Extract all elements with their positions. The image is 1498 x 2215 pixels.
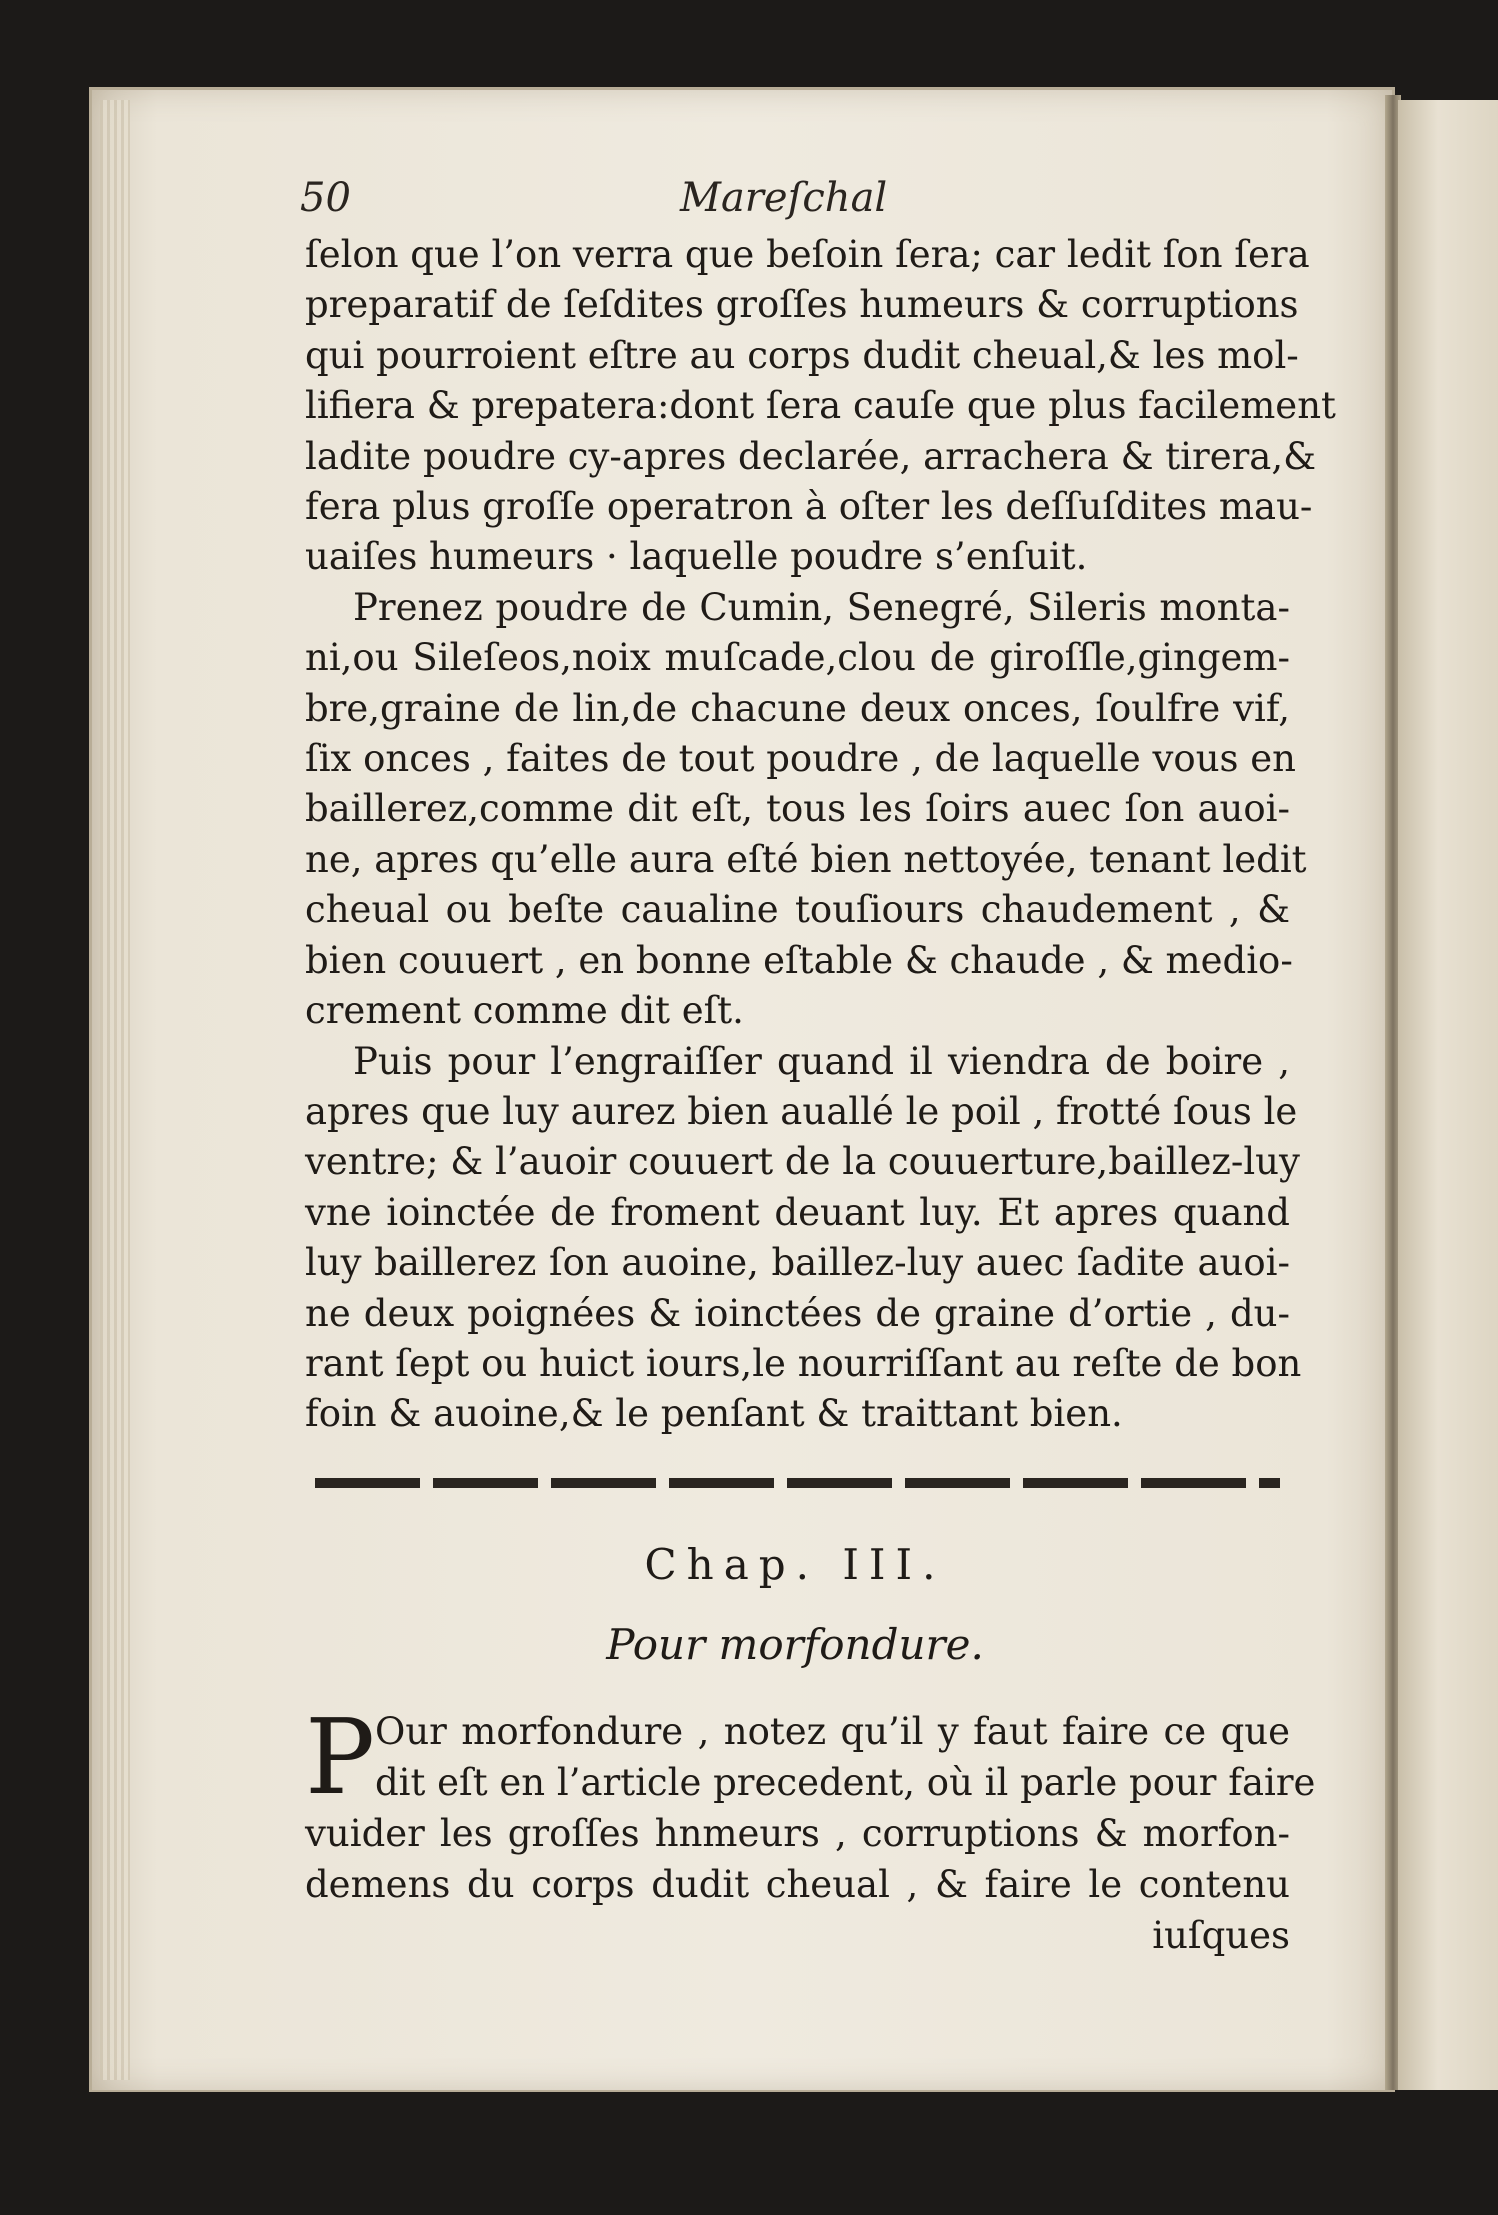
- text-line: dit eſt en l’article precedent, où il parle pour faire: [375, 1761, 1316, 1804]
- text-line: luy baillerez ſon auoine, baillez-luy auec ſadite auoi-: [305, 1241, 1290, 1285]
- running-head: Mareſchal: [680, 175, 888, 221]
- text-line: ni,ou Sileſeos,noix muſcade,clou de giroſſle,gingem-: [305, 636, 1290, 680]
- text-line: fera plus groſſe operatron à oſter les deſſuſdites mau-: [305, 485, 1313, 529]
- text-line: bien couuert , en bonne eſtable & chaude , & medio-: [305, 938, 1293, 982]
- text-line: uaiſes humeurs · laquelle poudre s’enſuit.: [305, 535, 1088, 579]
- text-line: vne ioinctée de froment deuant luy. Et apres quand: [305, 1190, 1290, 1234]
- text-line: demens du corps dudit cheual , & faire le contenu: [305, 1863, 1290, 1906]
- bottom-dark-margin: [0, 2092, 1498, 2215]
- text-line: vuider les groſſes hnmeurs , corruptions & morfon-: [305, 1812, 1290, 1855]
- text-line: ne deux poignées & ioinctées de graine d’ortie , du-: [305, 1291, 1290, 1335]
- text-line: apres que luy aurez bien auallé le poil , frotté ſous le: [305, 1089, 1298, 1133]
- text-line: Puis pour l’engraiſſer quand il viendra de boire ,: [353, 1039, 1290, 1083]
- text-line: rant ſept ou huict iours,le nourriſſant au reſte de bon: [305, 1341, 1302, 1385]
- page-header: [300, 175, 1290, 235]
- text-line: cheual ou beſte caualine touſiours chaudement , &: [305, 888, 1290, 932]
- body-text: [305, 230, 1336, 1440]
- left-dark-margin: [0, 0, 92, 2215]
- text-line: ne, apres qu’elle aura eſté bien nettoyée, tenant ledit: [305, 837, 1307, 881]
- text-line: crement comme dit eſt.: [305, 989, 744, 1033]
- text-line: Prenez poudre de Cumin, Senegré, Sileris monta-: [353, 585, 1290, 629]
- text-line: qui pourroient eſtre au corps dudit cheual,& les mol-: [305, 333, 1299, 377]
- text-line: ſix onces , faites de tout poudre , de laquelle vous en: [305, 737, 1296, 781]
- chapter-subtitle: Pour morfondure.: [606, 1620, 984, 1669]
- next-page-edge: [1398, 100, 1498, 2090]
- drop-cap: P: [305, 1696, 375, 1818]
- text-line: bre,graine de lin,de chacune deux onces, ſoulfre vif,: [305, 686, 1290, 730]
- chapter-body: [305, 1696, 1316, 1961]
- page-number: 50: [300, 175, 351, 221]
- text-line: Our morfondure , notez qu’il y faut faire ce que: [375, 1710, 1290, 1753]
- text-line: baillerez,comme dit eſt, tous les ſoirs auec ſon auoi-: [305, 787, 1290, 831]
- page-edge-stack: [100, 100, 130, 2080]
- chapter-title: Chap. III.: [644, 1540, 946, 1589]
- text-line: ſelon que l’on verra que beſoin ſera; car ledit ſon ſera: [305, 233, 1310, 276]
- text-line: foin & auoine,& le penſant & traittant bien.: [305, 1392, 1123, 1436]
- catchword: iuſques: [1152, 1914, 1290, 1957]
- text-line: lifiera & prepatera:dont ſera cauſe que plus facilement: [305, 384, 1336, 428]
- section-divider-rule: [315, 1478, 1280, 1488]
- text-line: preparatif de ſeſdites groſſes humeurs & corruptions: [305, 283, 1299, 327]
- text-line: ladite poudre cy-apres declarée, arrachera & tirera,&: [305, 434, 1317, 478]
- text-line: ventre; & l’auoir couuert de la couuerture,baillez-luy: [305, 1140, 1300, 1184]
